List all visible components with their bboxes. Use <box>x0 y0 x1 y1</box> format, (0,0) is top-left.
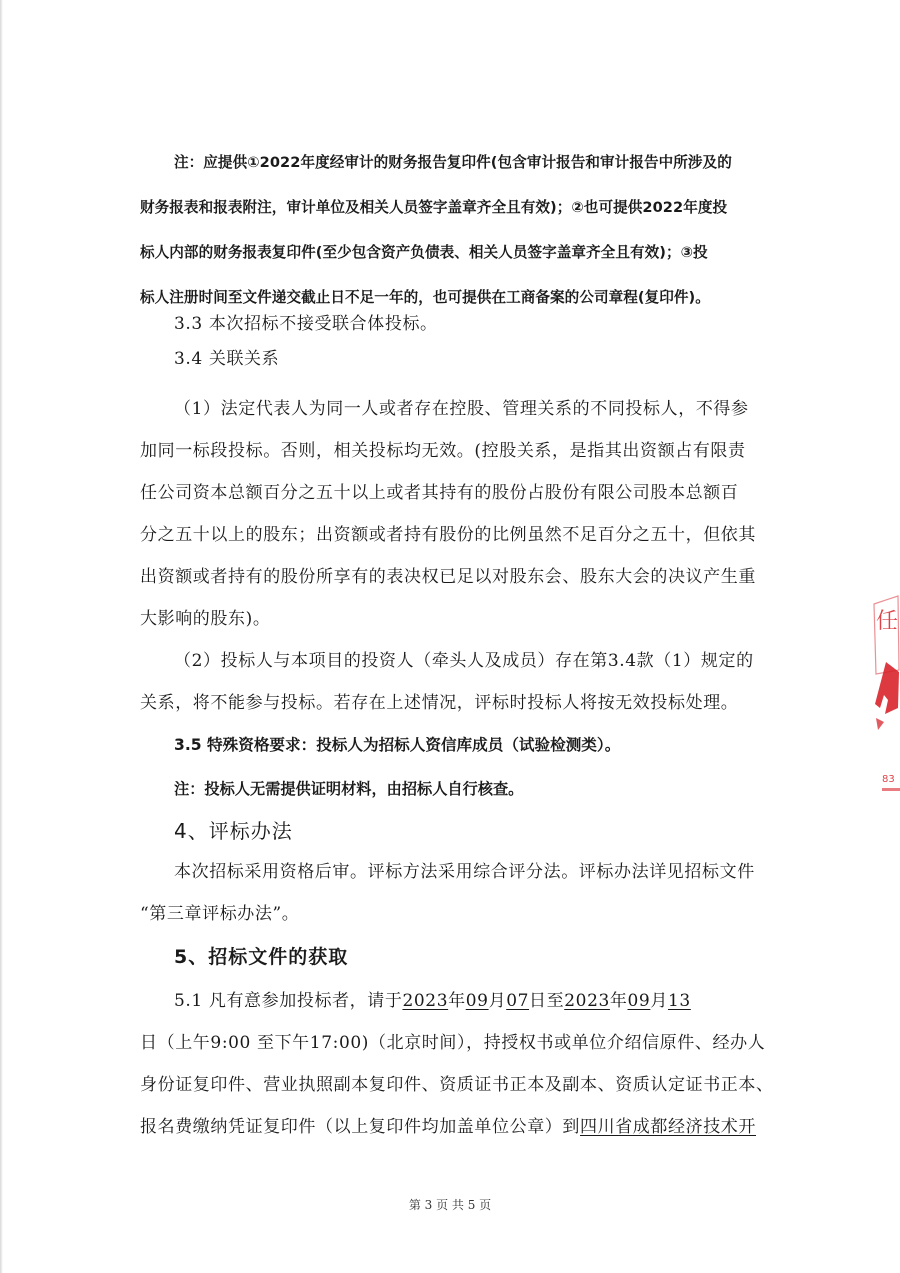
seal-bar <box>882 788 900 791</box>
page-footer: 第 3 页 共 5 页 <box>408 1198 492 1212</box>
end-month: 09 <box>627 991 651 1011</box>
paragraph-line: 任公司资本总额百分之五十以上或者其持有的股份占股份有限公司股本总额百 <box>140 483 739 503</box>
paragraph-line <box>140 1106 775 1148</box>
related-party-paragraph-2 <box>140 640 775 724</box>
paragraph-line: 日（上午9:00 至下午17:00)（北京时间），持授权书或单位介绍信原件、经办人 <box>140 1033 766 1053</box>
related-party-paragraph-1 <box>140 388 775 640</box>
heading-evaluation-method <box>140 808 775 854</box>
paragraph-line: （2）投标人与本项目的投资人（牵头人及成员）存在第3.4款（1）规定的 <box>174 651 754 671</box>
page-edge-shadow <box>0 0 3 1273</box>
paragraph-line: 分之五十以上的股东；出资额或者持有股份的比例虽然不足百分之五十，但依其 <box>140 525 756 545</box>
obtain-documents-paragraph <box>140 980 775 1148</box>
end-day: 13 <box>667 991 691 1011</box>
note-line: 标人注册时间至文件递交截止日不足一年的，也可提供在工商备案的公司章程(复印件)。 <box>140 289 710 306</box>
section-3-5-special-qualification <box>140 725 775 765</box>
red-seal-stamp <box>872 590 900 800</box>
paragraph-line: 身份证复印件、营业执照副本复印件、资质证书正本及副本、资质认定证书正本、 <box>140 1075 774 1095</box>
seal-outline <box>874 596 899 674</box>
year-char: 年 <box>448 991 466 1011</box>
seal-digits: 83 <box>882 774 895 785</box>
seal-fragment <box>876 718 884 730</box>
paragraph-line: 出资额或者持有的股份所享有的表决权已足以对股东会、股东大会的决议产生重 <box>140 567 756 587</box>
verification-note-text: 注：投标人无需提供证明材料，由招标人自行核查。 <box>174 780 524 798</box>
month-char: 月 <box>488 991 507 1011</box>
paragraph-line: 大影响的股东)。 <box>140 609 271 629</box>
start-year: 2023 <box>402 991 449 1011</box>
paragraph-line: （1）法定代表人为同一人或者存在控股、管理关系的不同投标人，不得参 <box>174 399 749 419</box>
seal-emblem-shape <box>875 662 899 714</box>
start-day: 07 <box>506 991 530 1011</box>
date-prefix: 5.1 凡有意参加投标者，请于 <box>174 991 403 1011</box>
note-line: 标人内部的财务报表复印件(至少包含资产负债表、相关人员签字盖章齐全且有效)；③投 <box>140 244 708 261</box>
financial-report-note <box>140 140 775 320</box>
section-3-3-text: 3.3 本次招标不接受联合体投标。 <box>174 314 438 334</box>
heading-4-text: 4、评标办法 <box>174 819 293 843</box>
day-to: 日至 <box>529 991 565 1011</box>
paragraph-line: 本次招标采用资格后审。评标方法采用综合评分法。评标办法详见招标文件 <box>174 862 755 882</box>
note-line: 财务报表和报表附注，审计单位及相关人员签字盖章齐全且有效)；②也可提供2022年度投 <box>140 199 728 216</box>
line4-prefix: 报名费缴纳凭证复印件（以上复印件均加盖单位公章）到 <box>140 1117 580 1137</box>
start-month: 09 <box>465 991 489 1011</box>
section-3-4-heading <box>140 338 775 380</box>
seal-char-top: 任 <box>876 609 899 634</box>
location-text: 四川省成都经济技术开 <box>580 1117 756 1137</box>
paragraph-line: “第三章评标办法”。 <box>140 904 300 924</box>
note-line: 注：应提供①2022年度经审计的财务报告复印件(包含审计报告和审计报告中所涉及的 <box>174 154 732 171</box>
evaluation-paragraph <box>140 851 775 935</box>
month-char: 月 <box>650 991 668 1011</box>
paragraph-line: 关系，将不能参与投标。若存在上述情况，评标时投标人将按无效投标处理。 <box>140 693 739 713</box>
year-char: 年 <box>609 991 628 1011</box>
heading-5-text: 5、招标文件的获取 <box>174 946 349 968</box>
heading-obtain-documents <box>140 934 775 980</box>
paragraph-line <box>140 980 775 1022</box>
section-3-5-text: 3.5 特殊资格要求：投标人为招标人资信库成员（试验检测类）。 <box>174 736 621 754</box>
paragraph-line: 加同一标段投标。否则，相关投标均无效。(控股关系，是指其出资额占有限责 <box>140 441 746 461</box>
section-3-4-text: 3.4 关联关系 <box>174 349 280 369</box>
verification-note <box>140 769 775 809</box>
end-year: 2023 <box>564 991 610 1011</box>
